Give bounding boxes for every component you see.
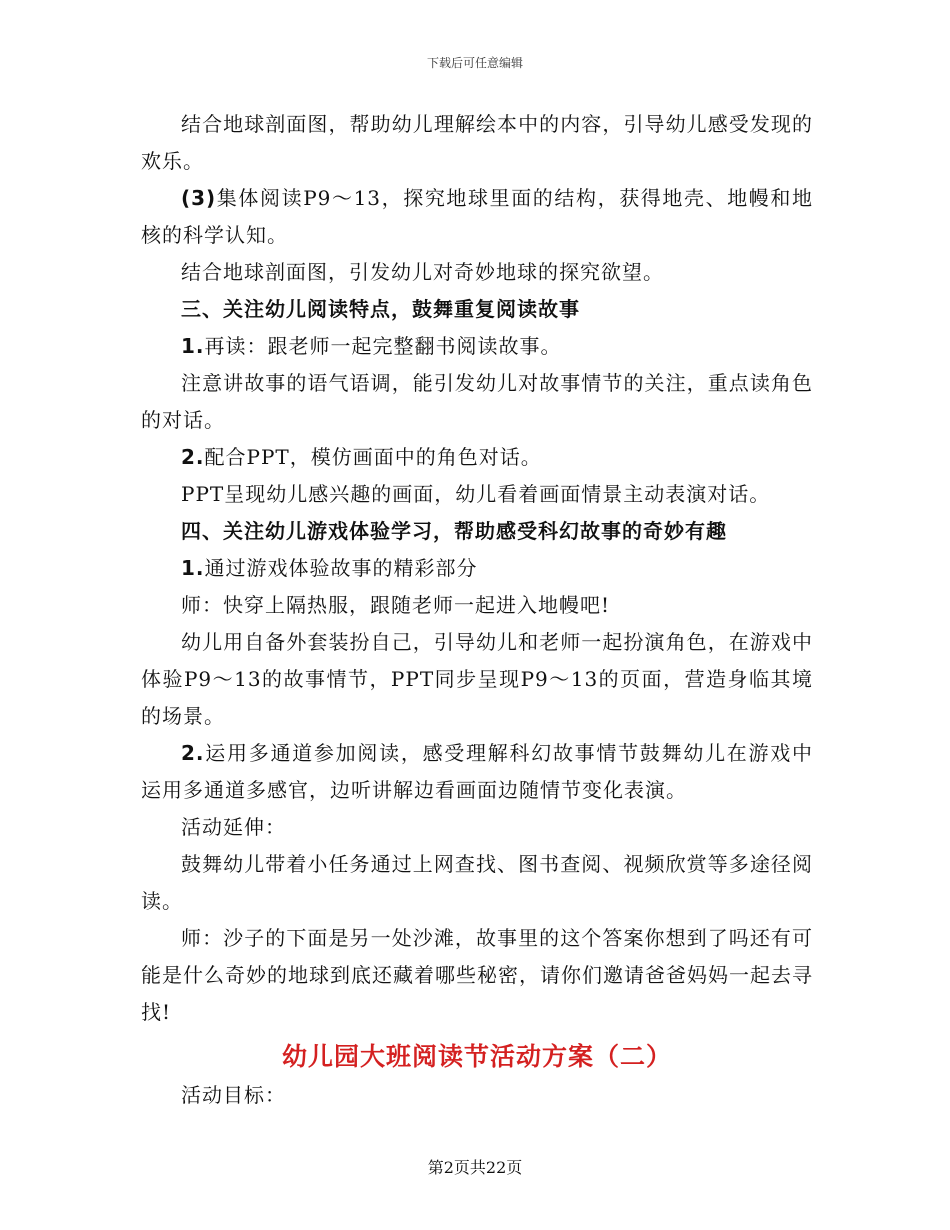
paragraph-text: 通过游戏体验故事的精彩部分: [204, 556, 478, 580]
paragraph-text: 运用多通道参加阅读，感受理解科幻故事情节鼓舞幼儿在游戏中运用多通道多感官，边听讲解边看画面边随情节变化表演。: [141, 741, 813, 802]
paragraph: [141, 180, 813, 254]
paragraph-text: 配合PPT，模仿画面中的角色对话。: [204, 445, 542, 469]
paragraph: 结合地球剖面图，帮助幼儿理解绘本中的内容，引导幼儿感受发现的欢乐。: [141, 112, 813, 173]
paragraph: 师：快穿上隔热服，跟随老师一起进入地幔吧!: [181, 593, 611, 617]
paragraph: 结合地球剖面图，引发幼儿对奇妙地球的探究欲望。: [181, 260, 664, 284]
item-number: 2.: [181, 741, 205, 765]
section-heading: 三、关注幼儿阅读特点，鼓舞重复阅读故事: [181, 297, 580, 321]
paragraph: 师：沙子的下面是另一处沙滩，故事里的这个答案你想到了吗还有可能是什么奇妙的地球到底还藏着哪些秘密，请你们邀请爸爸妈妈一起去寻找!: [141, 926, 813, 1024]
paragraph: 活动目标：: [181, 1083, 286, 1107]
page-header-note: 下载后可任意编辑: [426, 56, 523, 70]
paragraph-text: 再读：跟老师一起完整翻书阅读故事。: [204, 334, 562, 358]
section-heading: 四、关注幼儿游戏体验学习，帮助感受科幻故事的奇妙有趣: [181, 519, 727, 543]
paragraph: 活动延伸：: [181, 815, 286, 839]
paragraph: [141, 550, 813, 587]
paragraph: [141, 735, 813, 809]
item-number: (3): [181, 186, 217, 210]
document-body: [141, 106, 813, 1114]
paragraph: [141, 439, 813, 476]
paragraph-text: 集体阅读P9～13，探究地球里面的结构，获得地壳、地幔和地核的科学认知。: [141, 186, 813, 247]
page-number: 第2页共22页: [427, 1158, 523, 1177]
paragraph: [141, 328, 813, 365]
paragraph: 注意讲故事的语气语调，能引发幼儿对故事情节的关注，重点读角色的对话。: [141, 371, 813, 432]
item-number: 2.: [181, 445, 205, 469]
item-number: 1.: [181, 334, 205, 358]
section-title: 幼儿园大班阅读节活动方案（二）: [281, 1042, 672, 1071]
paragraph: 鼓舞幼儿带着小任务通过上网查找、图书查阅、视频欣赏等多途径阅读。: [141, 852, 813, 913]
paragraph: 幼儿用自备外套装扮自己，引导幼儿和老师一起扮演角色，在游戏中体验P9～13的故事情节，PPT同步呈现P9～13的页面，营造身临其境的场景。: [141, 630, 813, 728]
paragraph: PPT呈现幼儿感兴趣的画面，幼儿看着画面情景主动表演对话。: [181, 482, 771, 506]
item-number: 1.: [181, 556, 205, 580]
